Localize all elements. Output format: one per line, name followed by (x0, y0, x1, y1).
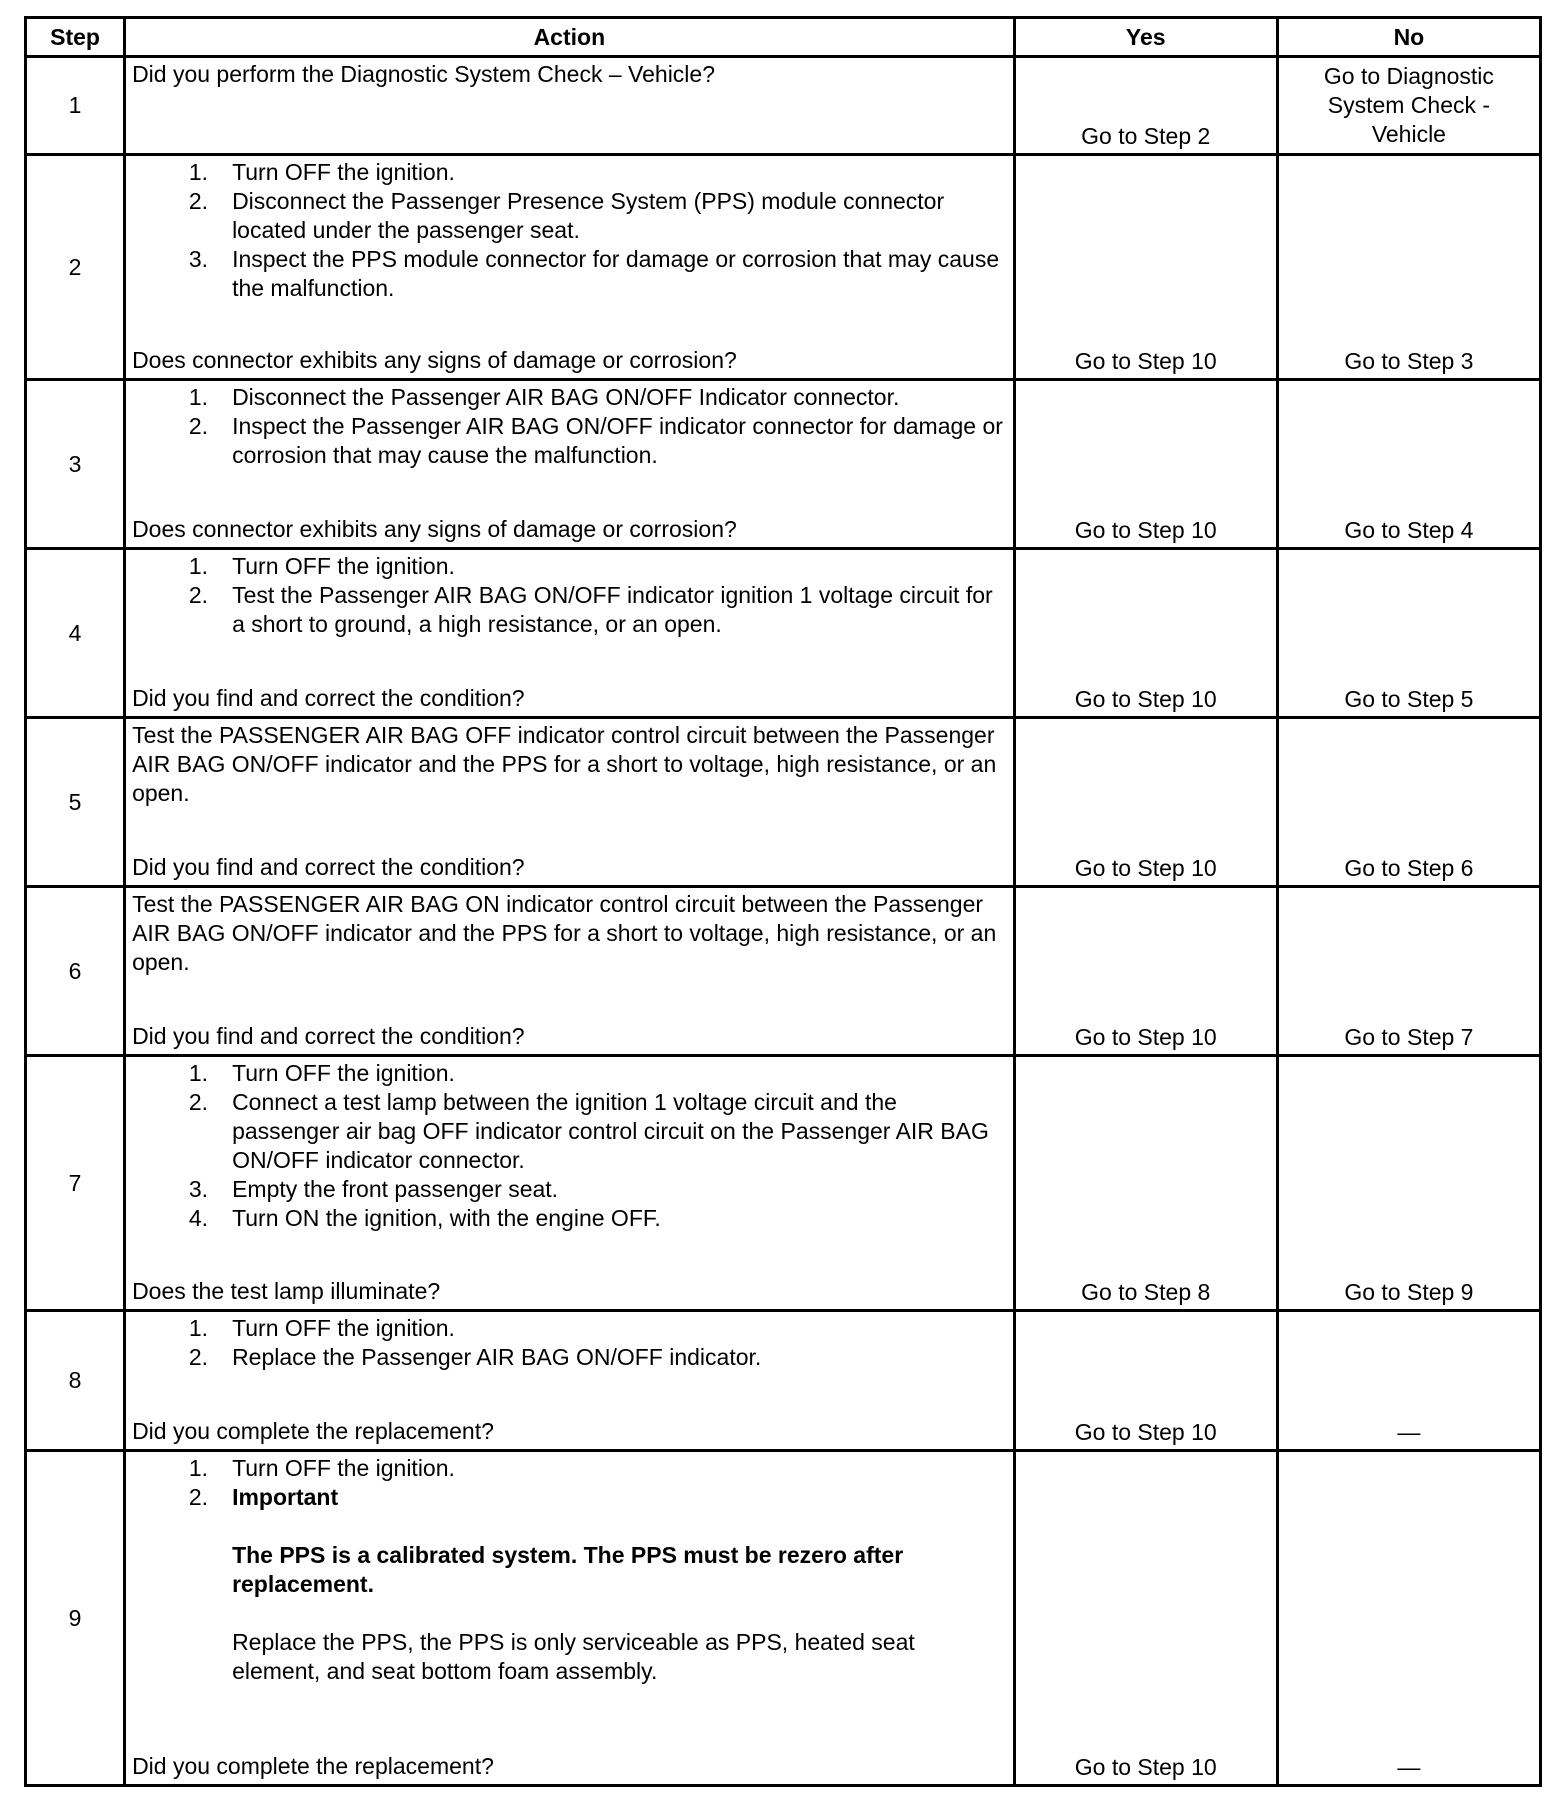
action-cell (125, 380, 1015, 549)
action-steps (132, 1314, 1007, 1372)
diagnostic-table (24, 16, 1542, 1787)
action-question: Did you find and correct the condition? (132, 685, 525, 711)
action-question: Did you complete the replacement? (132, 1753, 494, 1779)
no-cell: — (1277, 1311, 1540, 1451)
step-number: 5 (26, 718, 125, 887)
action-text: Did you perform the Diagnostic System Check – Vehicle? (132, 61, 716, 87)
list-item: Turn OFF the ignition. (232, 1455, 455, 1481)
important-heading: Important (232, 1484, 339, 1510)
no-cell: Go to Step 6 (1277, 718, 1540, 887)
table-row (26, 1056, 1541, 1311)
step-number: 7 (26, 1056, 125, 1311)
action-cell (125, 1311, 1015, 1451)
action-question: Does the test lamp illuminate? (132, 1278, 441, 1304)
list-item: Turn OFF the ignition. (232, 553, 455, 579)
action-text: Test the PASSENGER AIR BAG OFF indicator control circuit between the Passenger AIR BAG ON/OFF indicator and the PPS for a short to voltage, high resistance, or an open. (132, 722, 997, 806)
step-number: 1 (26, 57, 125, 155)
list-item: Connect a test lamp between the ignition 1 voltage circuit and the passenger air bag OFF indicator control circuit on the Passenger AIR BAG ON/OFF indicator connector. (232, 1089, 989, 1173)
table-row (26, 718, 1541, 887)
action-steps (132, 158, 1007, 303)
table-row (26, 155, 1541, 380)
action-question: Did you complete the replacement? (132, 1418, 494, 1444)
list-item: Turn ON the ignition, with the engine OFF. (232, 1205, 661, 1231)
table-row (26, 380, 1541, 549)
step-number: 8 (26, 1311, 125, 1451)
action-text: Test the PASSENGER AIR BAG ON indicator control circuit between the Passenger AIR BAG ON/OFF indicator and the PPS for a short to voltage, high resistance, or an open. (132, 891, 997, 975)
table-row (26, 1451, 1541, 1786)
list-item: Turn OFF the ignition. (232, 1315, 455, 1341)
action-question: Did you find and correct the condition? (132, 1023, 525, 1049)
yes-cell: Go to Step 2 (1014, 57, 1277, 155)
list-item: Turn OFF the ignition. (232, 1060, 455, 1086)
header-yes: Yes (1014, 18, 1277, 57)
action-steps (132, 1454, 1007, 1686)
no-cell: Go to Step 4 (1277, 380, 1540, 549)
action-cell (125, 1451, 1015, 1786)
no-cell: Go to Step 7 (1277, 887, 1540, 1056)
action-cell (125, 718, 1015, 887)
table-row (26, 57, 1541, 155)
important-note: The PPS is a calibrated system. The PPS must be rezero after replacement. (232, 1542, 904, 1597)
step-number: 2 (26, 155, 125, 380)
yes-cell: Go to Step 10 (1014, 155, 1277, 380)
list-item: Inspect the Passenger AIR BAG ON/OFF indicator connector for damage or corrosion that may cause the malfunction. (232, 413, 1003, 468)
header-step: Step (26, 18, 125, 57)
table-row (26, 549, 1541, 718)
action-cell (125, 155, 1015, 380)
step-number: 9 (26, 1451, 125, 1786)
yes-cell: Go to Step 8 (1014, 1056, 1277, 1311)
action-steps (132, 383, 1007, 470)
no-cell: Go to Diagnostic System Check - Vehicle (1277, 57, 1540, 155)
header-action: Action (125, 18, 1015, 57)
yes-cell: Go to Step 10 (1014, 1311, 1277, 1451)
header-no: No (1277, 18, 1540, 57)
header-row (26, 18, 1541, 57)
action-question: Did you find and correct the condition? (132, 854, 525, 880)
step-number: 3 (26, 380, 125, 549)
action-cell (125, 549, 1015, 718)
list-item: Disconnect the Passenger AIR BAG ON/OFF Indicator connector. (232, 384, 900, 410)
action-cell (125, 57, 1015, 155)
yes-cell: Go to Step 10 (1014, 1451, 1277, 1786)
no-cell: — (1277, 1451, 1540, 1786)
action-question: Does connector exhibits any signs of damage or corrosion? (132, 516, 737, 542)
replace-instruction: Replace the PPS, the PPS is only serviceable as PPS, heated seat element, and seat bottom foam assembly. (232, 1629, 915, 1684)
step-number: 4 (26, 549, 125, 718)
yes-cell: Go to Step 10 (1014, 380, 1277, 549)
list-item: Test the Passenger AIR BAG ON/OFF indicator ignition 1 voltage circuit for a short to ground, a high resistance, or an open. (232, 582, 993, 637)
list-item: Turn OFF the ignition. (232, 159, 455, 185)
no-cell: Go to Step 3 (1277, 155, 1540, 380)
yes-cell: Go to Step 10 (1014, 549, 1277, 718)
action-question: Does connector exhibits any signs of damage or corrosion? (132, 347, 737, 373)
list-item: Empty the front passenger seat. (232, 1176, 559, 1202)
action-cell (125, 1056, 1015, 1311)
list-item: Disconnect the Passenger Presence System (PPS) module connector located under the passenger seat. (232, 188, 945, 243)
action-cell (125, 887, 1015, 1056)
table-row (26, 887, 1541, 1056)
step-number: 6 (26, 887, 125, 1056)
action-steps (132, 552, 1007, 639)
list-item: Replace the Passenger AIR BAG ON/OFF indicator. (232, 1344, 762, 1370)
yes-cell: Go to Step 10 (1014, 887, 1277, 1056)
list-item: Inspect the PPS module connector for damage or corrosion that may cause the malfunction. (232, 246, 1000, 301)
table-row (26, 1311, 1541, 1451)
action-steps (132, 1059, 1007, 1233)
yes-cell: Go to Step 10 (1014, 718, 1277, 887)
list-item (232, 1483, 1007, 1686)
no-cell: Go to Step 5 (1277, 549, 1540, 718)
no-cell: Go to Step 9 (1277, 1056, 1540, 1311)
